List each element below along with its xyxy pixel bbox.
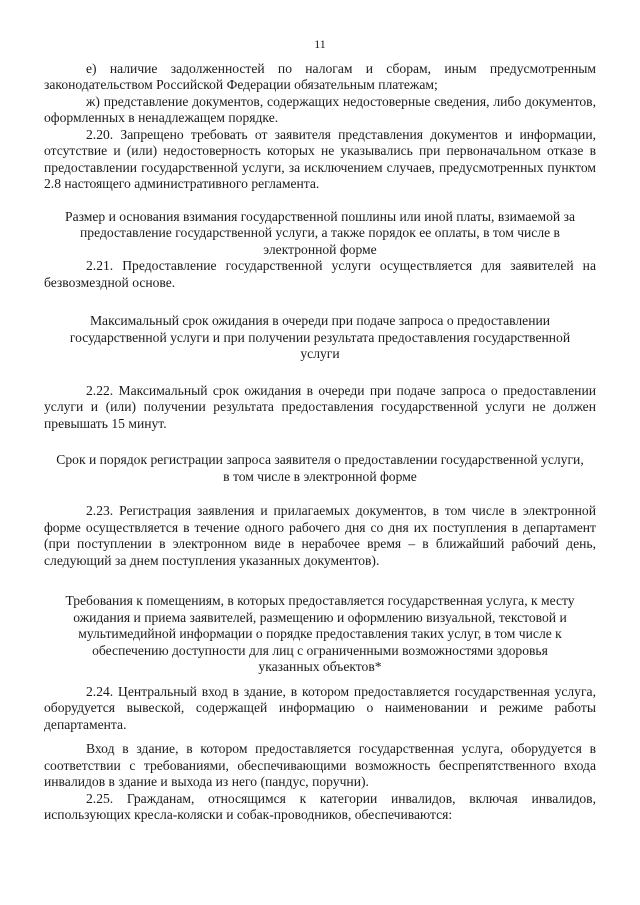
paragraph-zh: ж) представление документов, содержащих недостоверные сведения, либо документов, оформленных в ненадлежащем порядке. <box>44 93 596 125</box>
paragraph-2-22: 2.22. Максимальный срок ожидания в очереди при подаче запроса о предоставлении услуги и (или) получении результата предоставления государственной услуги не должен превышать 15 минут. <box>44 382 596 431</box>
paragraph-2-20: 2.20. Запрещено требовать от заявителя представления документов и информации, отсутствие и (или) недостоверность которых не указывались при первоначальном отказе в предоставлении государственной услуги, за исключением случаев, предусмотренных пунктом 2.8 настоящего административного регламента. <box>44 126 596 191</box>
paragraph-2-25: 2.25. Гражданам, относящимся к категории инвалидов, включая инвалидов, использующих кресла-коляски и собак-проводников, обеспечиваются: <box>44 790 596 822</box>
section-heading-fee: Размер и основания взимания государственной пошлины или иной платы, взимаемой за предоставление государственной услуги, а также порядок ее оплаты, в том числе в электронной форме <box>65 208 575 257</box>
paragraph-e: е) наличие задолженностей по налогам и сборам, иным предусмотренным законодательством Российской Федерации обязательным платежам; <box>44 60 596 92</box>
paragraph-2-24: 2.24. Центральный вход в здание, в котором предоставляется государственная услуга, оборудуется вывеской, содержащей информацию о наименовании и режиме работы департамента. <box>44 683 596 732</box>
paragraph-entrance: Вход в здание, в котором предоставляется государственная услуга, оборудуется в соответствии с требованиями, обеспечивающими возможность беспрепятственного входа инвалидов в здание и выхода из него (пандус, поручни). <box>44 741 596 789</box>
page-number: 11 <box>314 37 326 51</box>
section-heading-premises: Требования к помещениям, в которых предоставляется государственная услуга, к месту ожидания и приема заявителей, размещению и оформлению визуальной, текстовой и мультимедийной информации о порядке предоставления таких услуг, в том числе к обеспечению доступности для лиц с ограниченными возможностями здоровья указанных объектов* <box>65 593 575 674</box>
section-heading-queue: Максимальный срок ожидания в очереди при подаче запроса о предоставлении государственной услуги и при получении результата предоставления государственной услуги <box>69 313 571 361</box>
paragraph-2-21: 2.21. Предоставление государственной услуги осуществляется для заявителей на безвозмездной основе. <box>44 258 596 290</box>
section-heading-registration: Срок и порядок регистрации запроса заявителя о предоставлении государственной услуги, в том числе в электронной форме <box>56 452 584 484</box>
paragraph-2-23: 2.23. Регистрация заявления и прилагаемых документов, в том числе в электронной форме осуществляется в течение одного рабочего дня со дня их поступления в департамент (при поступлении в электронном виде в нерабочее время – в ближайший рабочий день, следующий за днем поступления указанных документов). <box>44 503 596 568</box>
